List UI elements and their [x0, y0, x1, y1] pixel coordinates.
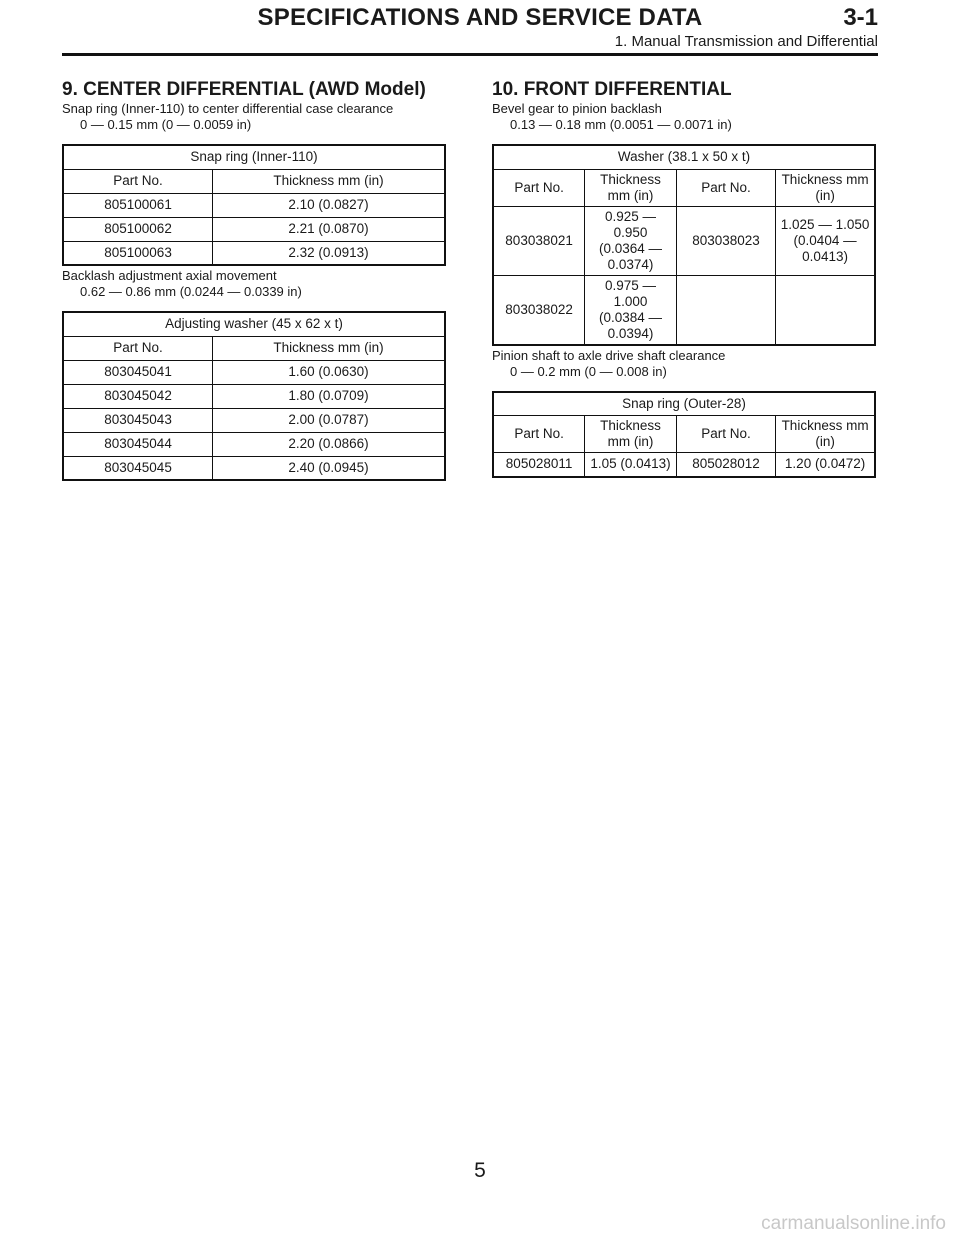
table-caption: Snap ring (Inner-110)	[63, 145, 445, 169]
thickness-cell: 2.32 (0.0913)	[213, 241, 445, 265]
part-number-cell: 803045042	[63, 384, 213, 408]
empty-cell	[776, 275, 875, 345]
thickness-cell: 1.20 (0.0472)	[776, 453, 875, 477]
column-header: Part No.	[676, 169, 775, 206]
column-header: Part No.	[63, 336, 213, 360]
page-header-subtitle: 1. Manual Transmission and Differential	[614, 33, 878, 50]
table-row	[63, 217, 445, 241]
part-number-cell: 803038023	[676, 206, 775, 275]
table-row	[63, 456, 445, 480]
table-row	[63, 384, 445, 408]
part-number-cell: 803045043	[63, 408, 213, 432]
spec-value: 0 — 0.15 mm (0 — 0.0059 in)	[80, 117, 252, 132]
thickness-cell: 2.00 (0.0787)	[213, 408, 445, 432]
table-caption-row	[63, 312, 445, 336]
section-title: 9. CENTER DIFFERENTIAL (AWD Model)	[62, 79, 426, 100]
table-row	[493, 206, 875, 275]
part-number-cell: 805100062	[63, 217, 213, 241]
part-number-cell: 805100061	[63, 193, 213, 217]
table-row	[63, 432, 445, 456]
thickness-cell: 0.925 — 0.950 (0.0364 — 0.0374)	[585, 206, 677, 275]
table-row	[63, 408, 445, 432]
table-row	[63, 360, 445, 384]
column-header: Thickness mm (in)	[213, 336, 445, 360]
part-number-cell: 805028012	[676, 453, 775, 477]
table-row	[63, 193, 445, 217]
table-caption-row	[493, 145, 875, 169]
thickness-cell: 2.10 (0.0827)	[213, 193, 445, 217]
chapter-code: 3-1	[843, 4, 878, 31]
spec-label: Backlash adjustment axial movement	[62, 268, 277, 283]
table-caption: Snap ring (Outer-28)	[493, 392, 875, 416]
thickness-cell: 1.80 (0.0709)	[213, 384, 445, 408]
table-caption: Adjusting washer (45 x 62 x t)	[63, 312, 445, 336]
table-header-row	[493, 416, 875, 453]
spec-value: 0.62 — 0.86 mm (0.0244 — 0.0339 in)	[80, 284, 302, 299]
column-header: Thickness mm (in)	[585, 169, 677, 206]
part-number-cell: 803045041	[63, 360, 213, 384]
thickness-cell: 1.60 (0.0630)	[213, 360, 445, 384]
empty-cell	[676, 275, 775, 345]
column-header: Part No.	[676, 416, 775, 453]
spec-label: Bevel gear to pinion backlash	[492, 101, 662, 116]
section-title: 10. FRONT DIFFERENTIAL	[492, 79, 732, 100]
spec-value: 0.13 — 0.18 mm (0.0051 — 0.0071 in)	[510, 117, 732, 132]
table-row	[63, 241, 445, 265]
column-header: Part No.	[63, 169, 213, 193]
table-caption-row	[63, 145, 445, 169]
snap-ring-table	[62, 144, 446, 266]
thickness-cell: 2.40 (0.0945)	[213, 456, 445, 480]
table-header-row	[493, 169, 875, 206]
thickness-cell: 2.20 (0.0866)	[213, 432, 445, 456]
table-header-row	[63, 169, 445, 193]
part-number-cell: 803045045	[63, 456, 213, 480]
page-number: 5	[474, 1159, 486, 1182]
table-header-row	[63, 336, 445, 360]
front-differential-section	[492, 79, 876, 480]
spec-label: Pinion shaft to axle drive shaft clearance	[492, 347, 726, 363]
thickness-cell: 1.05 (0.0413)	[585, 453, 677, 477]
column-header: Part No.	[493, 169, 585, 206]
thickness-cell: 2.21 (0.0870)	[213, 217, 445, 241]
header-divider	[62, 53, 878, 56]
washer-table	[492, 144, 876, 346]
table-row	[493, 453, 875, 477]
column-header: Part No.	[493, 416, 585, 453]
column-header: Thickness mm (in)	[776, 416, 875, 453]
adjusting-washer-table	[62, 311, 446, 481]
column-header: Thickness mm (in)	[213, 169, 445, 193]
spec-label: Snap ring (Inner-110) to center differential case clearance	[62, 101, 394, 116]
table-caption: Washer (38.1 x 50 x t)	[493, 145, 875, 169]
thickness-cell: 1.025 — 1.050 (0.0404 — 0.0413)	[776, 206, 875, 275]
table-caption-row	[493, 392, 875, 416]
watermark: carmanualsonline.info	[761, 1213, 946, 1234]
center-differential-section	[62, 79, 446, 483]
snap-ring-outer-table	[492, 391, 876, 478]
table-row	[493, 275, 875, 345]
column-header: Thickness mm (in)	[585, 416, 677, 453]
thickness-cell: 0.975 — 1.000 (0.0384 — 0.0394)	[585, 275, 677, 345]
part-number-cell: 803038022	[493, 275, 585, 345]
page-header-title: SPECIFICATIONS AND SERVICE DATA	[257, 4, 703, 31]
part-number-cell: 803038021	[493, 206, 585, 275]
part-number-cell: 805028011	[493, 453, 585, 477]
part-number-cell: 805100063	[63, 241, 213, 265]
part-number-cell: 803045044	[63, 432, 213, 456]
column-header: Thickness mm (in)	[776, 169, 875, 206]
spec-value: 0 — 0.2 mm (0 — 0.008 in)	[510, 363, 667, 379]
